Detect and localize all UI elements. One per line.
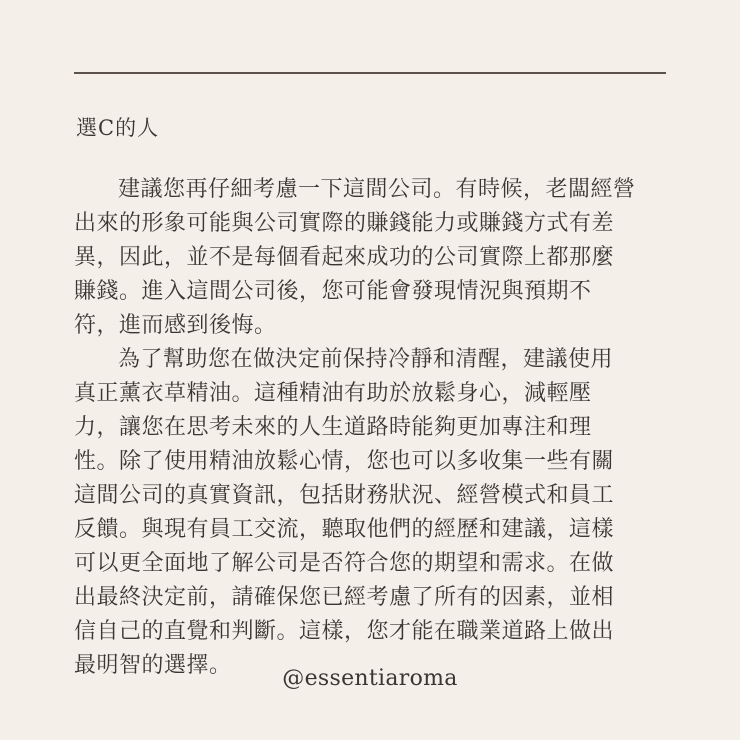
text-line: 力，讓您在思考未來的人生道路時能夠更加專注和理 [74, 415, 592, 440]
text-line: 真正薰衣草精油。這種精油有助於放鬆身心，減輕壓 [74, 381, 592, 406]
body-text [74, 173, 666, 683]
text-line: 賺錢。進入這間公司後，您可能會發現情況與預期不 [74, 279, 592, 304]
text-line: 反饋。與現有員工交流，聽取他們的經歷和建議，這樣 [74, 517, 615, 542]
paragraph-1 [74, 173, 666, 343]
section-heading: 選C的人 [76, 116, 160, 140]
text-line: 出最終決定前，請確保您已經考慮了所有的因素，並相 [74, 585, 615, 610]
text-line: 可以更全面地了解公司是否符合您的期望和需求。在做 [74, 551, 615, 576]
text-line: 最明智的選擇。 [74, 653, 232, 678]
text-line: 符，進而感到後悔。 [74, 313, 277, 338]
social-handle: @essentiaroma [282, 666, 458, 691]
text-line: 信自己的直覺和判斷。這樣，您才能在職業道路上做出 [74, 619, 615, 644]
text-line: 建議您再仔細考慮一下這間公司。有時候，老闆經營 [118, 177, 636, 202]
text-line: 為了幫助您在做決定前保持冷靜和清醒，建議使用 [118, 347, 614, 372]
text-line: 異，因此，並不是每個看起來成功的公司實際上都那麼 [74, 245, 615, 270]
top-divider [74, 72, 666, 74]
text-line: 出來的形象可能與公司實際的賺錢能力或賺錢方式有差 [74, 211, 615, 236]
text-line: 這間公司的真實資訊，包括財務狀況、經營模式和員工 [74, 483, 615, 508]
text-line: 性。除了使用精油放鬆心情，您也可以多收集一些有關 [74, 449, 615, 474]
paragraph-2 [74, 343, 666, 683]
